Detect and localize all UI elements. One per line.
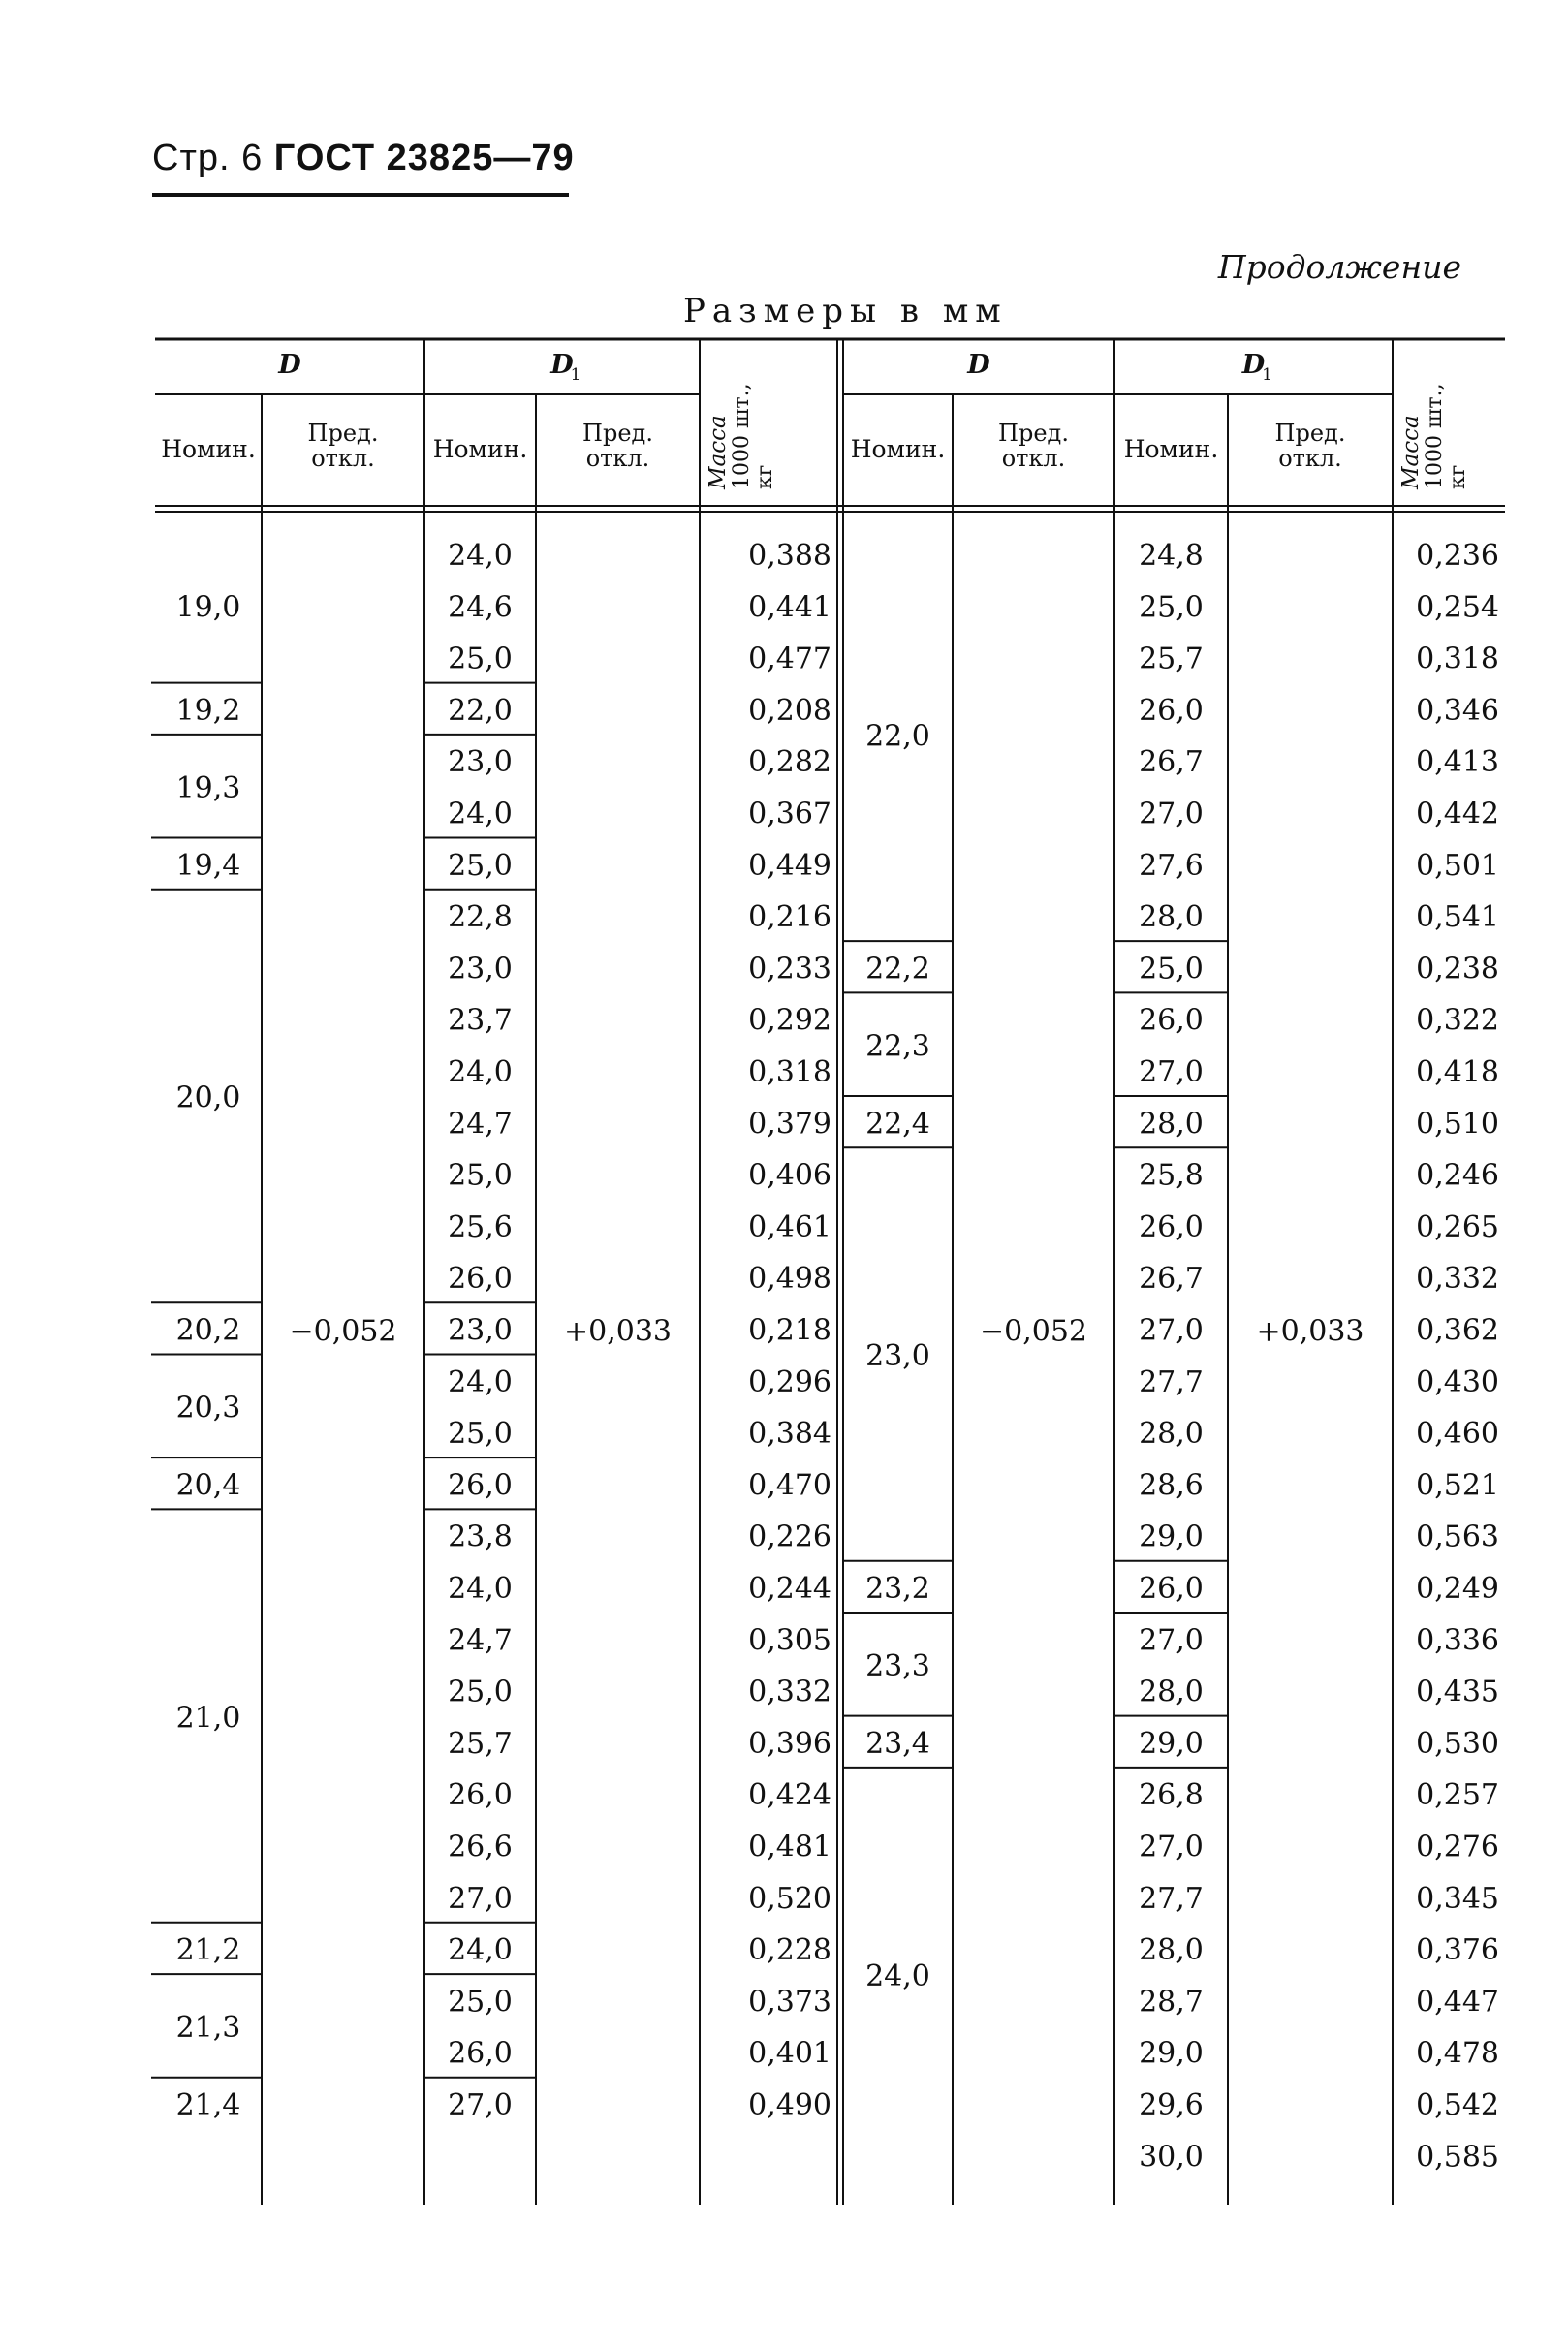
mass-value: 0,442 [1416,797,1499,831]
header-deviation: Пред. [307,420,379,447]
mass-value: 0,318 [748,1055,831,1089]
header-d1-subscript: 1 [1262,365,1272,385]
mass-value: 0,257 [1416,1778,1499,1813]
header-nominal: Номин. [1123,435,1219,463]
d-nominal-value: 23,4 [865,1726,930,1761]
d1-nominal-value: 27,0 [1139,1830,1204,1864]
d-nominal-value: 22,2 [865,952,930,987]
mass-value: 0,244 [748,1572,831,1606]
d1-nominal-value: 25,0 [448,1675,513,1709]
header-mass-line: Масса [706,415,731,489]
mass-value: 0,449 [748,848,831,883]
d1-nominal-value: 28,7 [1139,1985,1204,2020]
d1-deviation-value: +0,033 [563,1314,673,1349]
d1-nominal-value: 28,0 [1139,1107,1204,1142]
d1-nominal-value: 24,0 [448,1572,513,1606]
d1-nominal-value: 27,0 [1139,1313,1204,1348]
mass-value: 0,470 [748,1468,831,1503]
mass-value: 0,396 [748,1726,831,1761]
d1-nominal-value: 23,7 [448,1003,513,1038]
d-nominal-value: 20,0 [175,1081,241,1115]
mass-value: 0,276 [1416,1830,1499,1864]
d1-nominal-value: 26,6 [448,1830,513,1864]
d1-nominal-value: 27,0 [448,1881,513,1916]
mass-value: 0,373 [748,1985,831,2020]
mass-value: 0,296 [748,1364,831,1399]
d1-nominal-value: 26,0 [1139,1572,1204,1606]
d1-nominal-value: 22,8 [448,900,513,935]
header-deviation: откл. [585,445,650,472]
header-d1: D [550,350,574,380]
d-nominal-value: 21,3 [175,2011,241,2046]
header-deviation: Пред. [1274,420,1346,447]
mass-value: 0,520 [748,1881,831,1916]
mass-value: 0,430 [1416,1364,1499,1399]
d1-nominal-value: 24,0 [448,1364,513,1399]
d1-nominal-value: 27,7 [1139,1881,1204,1916]
mass-value: 0,254 [1416,590,1499,625]
mass-value: 0,541 [1416,900,1499,935]
d1-nominal-value: 24,0 [448,797,513,831]
d1-nominal-value: 26,0 [448,1262,513,1297]
d-deviation-value: −0,052 [289,1314,397,1349]
mass-value: 0,218 [748,1313,831,1348]
mass-value: 0,424 [748,1778,831,1813]
d1-nominal-value: 23,0 [448,952,513,987]
mass-value: 0,238 [1416,952,1499,987]
d1-nominal-value: 25,0 [448,848,513,883]
mass-value: 0,233 [748,952,831,987]
mass-value: 0,478 [1416,2036,1499,2071]
header-deviation: откл. [311,445,375,472]
d1-nominal-value: 24,0 [448,1055,513,1089]
d-nominal-value: 23,2 [865,1572,930,1606]
header-mass-line: кг [753,464,777,489]
d1-nominal-value: 25,6 [448,1209,513,1244]
d-nominal-value: 23,3 [865,1648,930,1683]
header-d: D [967,350,990,380]
d1-nominal-value: 25,0 [448,642,513,676]
d1-nominal-value: 24,8 [1139,539,1204,573]
d1-nominal-value: 24,7 [448,1623,513,1658]
mass-value: 0,246 [1416,1158,1499,1193]
d-nominal-value: 20,3 [175,1391,241,1426]
header-mass-line: 1000 шт., [1423,383,1447,489]
mass-value: 0,435 [1416,1675,1499,1709]
mass-value: 0,418 [1416,1055,1499,1089]
mass-value: 0,413 [1416,745,1499,780]
mass-value: 0,510 [1416,1107,1499,1142]
mass-value: 0,460 [1416,1417,1499,1452]
d1-nominal-value: 26,8 [1139,1778,1204,1813]
d-nominal-value: 22,4 [865,1107,930,1142]
header-d1-subscript: 1 [570,365,581,385]
mass-value: 0,490 [748,2088,831,2122]
mass-value: 0,461 [748,1209,831,1244]
d1-deviation-value: +0,033 [1256,1314,1364,1349]
header-nominal: Номин. [161,435,256,463]
d1-nominal-value: 26,0 [448,1778,513,1813]
mass-value: 0,401 [748,2036,831,2071]
header-deviation: Пред. [582,420,653,447]
d1-nominal-value: 27,6 [1139,848,1204,883]
mass-value: 0,384 [748,1417,831,1452]
d-nominal-value: 24,0 [865,1958,930,1993]
d1-nominal-value: 26,0 [1139,1003,1204,1038]
d1-nominal-value: 29,0 [1139,2036,1204,2071]
mass-value: 0,282 [748,745,831,780]
d1-nominal-value: 25,8 [1139,1158,1204,1193]
mass-value: 0,388 [748,539,831,573]
d1-nominal-value: 25,0 [1139,590,1204,625]
mass-value: 0,345 [1416,1881,1499,1916]
d1-nominal-value: 27,0 [1139,1623,1204,1658]
d-deviation-value: −0,052 [979,1314,1088,1349]
d1-nominal-value: 26,0 [448,2036,513,2071]
header-deviation: откл. [1001,445,1066,472]
d1-nominal-value: 22,0 [448,693,513,728]
d1-nominal-value: 28,0 [1139,1417,1204,1452]
mass-value: 0,521 [1416,1468,1499,1503]
standard-title: ГОСТ 23825—79 [273,138,575,178]
mass-value: 0,208 [748,693,831,728]
d1-nominal-value: 30,0 [1139,2140,1204,2175]
header-mass-line: Масса [1398,415,1424,489]
mass-value: 0,226 [748,1520,831,1554]
header-mass-line: 1000 шт., [730,383,754,489]
d-nominal-value: 19,3 [175,770,241,805]
header-nominal: Номин. [432,435,528,463]
header-deviation: откл. [1278,445,1342,472]
units-caption: Размеры в мм [683,292,1008,330]
header-mass [1398,383,1470,490]
mass-value: 0,332 [748,1675,831,1709]
mass-value: 0,292 [748,1003,831,1038]
d-nominal-value: 19,2 [175,693,241,728]
d-nominal-value: 20,4 [175,1468,241,1503]
mass-value: 0,530 [1416,1726,1499,1761]
d1-nominal-value: 24,0 [448,539,513,573]
d-nominal-value: 19,4 [175,848,241,883]
mass-value: 0,249 [1416,1572,1499,1606]
d1-nominal-value: 23,0 [448,745,513,780]
d1-nominal-value: 24,6 [448,590,513,625]
d-nominal-value: 23,0 [865,1339,930,1374]
mass-value: 0,563 [1416,1520,1499,1554]
d1-nominal-value: 27,7 [1139,1364,1204,1399]
d-nominal-value: 21,2 [175,1933,241,1968]
mass-value: 0,322 [1416,1003,1499,1038]
d-nominal-value: 21,0 [175,1701,241,1736]
continuation-label: Продолжение [1217,248,1461,286]
mass-value: 0,501 [1416,848,1499,883]
d1-nominal-value: 24,7 [448,1107,513,1142]
d1-nominal-value: 28,0 [1139,1933,1204,1968]
d1-nominal-value: 25,7 [1139,642,1204,676]
d-nominal-value: 20,2 [175,1313,241,1348]
mass-value: 0,318 [1416,642,1499,676]
header-d: D [278,350,301,380]
d1-nominal-value: 28,0 [1139,900,1204,935]
d1-nominal-value: 26,7 [1139,745,1204,780]
d1-nominal-value: 29,6 [1139,2088,1204,2122]
d1-nominal-value: 25,0 [448,1417,513,1452]
mass-value: 0,236 [1416,539,1499,573]
mass-value: 0,477 [748,642,831,676]
mass-value: 0,441 [748,590,831,625]
mass-value: 0,305 [748,1623,831,1658]
d-nominal-value: 19,0 [175,590,241,625]
mass-value: 0,498 [748,1262,831,1297]
mass-value: 0,379 [748,1107,831,1142]
d1-nominal-value: 23,0 [448,1313,513,1348]
d1-nominal-value: 29,0 [1139,1726,1204,1761]
mass-value: 0,585 [1416,2140,1499,2175]
mass-value: 0,542 [1416,2088,1499,2122]
mass-value: 0,376 [1416,1933,1499,1968]
d-nominal-value: 21,4 [175,2088,241,2122]
d1-nominal-value: 27,0 [1139,797,1204,831]
d1-nominal-value: 26,0 [1139,693,1204,728]
mass-value: 0,346 [1416,693,1499,728]
d1-nominal-value: 29,0 [1139,1520,1204,1554]
d1-nominal-value: 28,0 [1139,1675,1204,1709]
d1-nominal-value: 27,0 [1139,1055,1204,1089]
d1-nominal-value: 25,0 [448,1985,513,2020]
mass-value: 0,216 [748,900,831,935]
d1-nominal-value: 26,0 [1139,1209,1204,1244]
d1-nominal-value: 23,8 [448,1520,513,1554]
mass-value: 0,406 [748,1158,831,1193]
header-d1: D [1241,350,1266,380]
d1-nominal-value: 25,7 [448,1726,513,1761]
header-deviation: Пред. [998,420,1069,447]
mass-value: 0,367 [748,797,831,831]
page-number: Стр. 6 [152,138,264,178]
mass-value: 0,332 [1416,1262,1499,1297]
d1-nominal-value: 26,0 [448,1468,513,1503]
d1-nominal-value: 24,0 [448,1933,513,1968]
d1-nominal-value: 27,0 [448,2088,513,2122]
header-mass [706,383,777,490]
mass-value: 0,336 [1416,1623,1499,1658]
d1-nominal-value: 25,0 [1139,952,1204,987]
mass-value: 0,481 [748,1830,831,1864]
header-nominal: Номин. [850,435,946,463]
mass-value: 0,362 [1416,1313,1499,1348]
d1-nominal-value: 28,6 [1139,1468,1204,1503]
header-mass-line: кг [1446,464,1470,489]
d1-nominal-value: 25,0 [448,1158,513,1193]
d1-nominal-value: 26,7 [1139,1262,1204,1297]
d-nominal-value: 22,0 [865,719,930,754]
mass-value: 0,447 [1416,1985,1499,2020]
mass-value: 0,265 [1416,1209,1499,1244]
d-nominal-value: 22,3 [865,1029,930,1064]
mass-value: 0,228 [748,1933,831,1968]
